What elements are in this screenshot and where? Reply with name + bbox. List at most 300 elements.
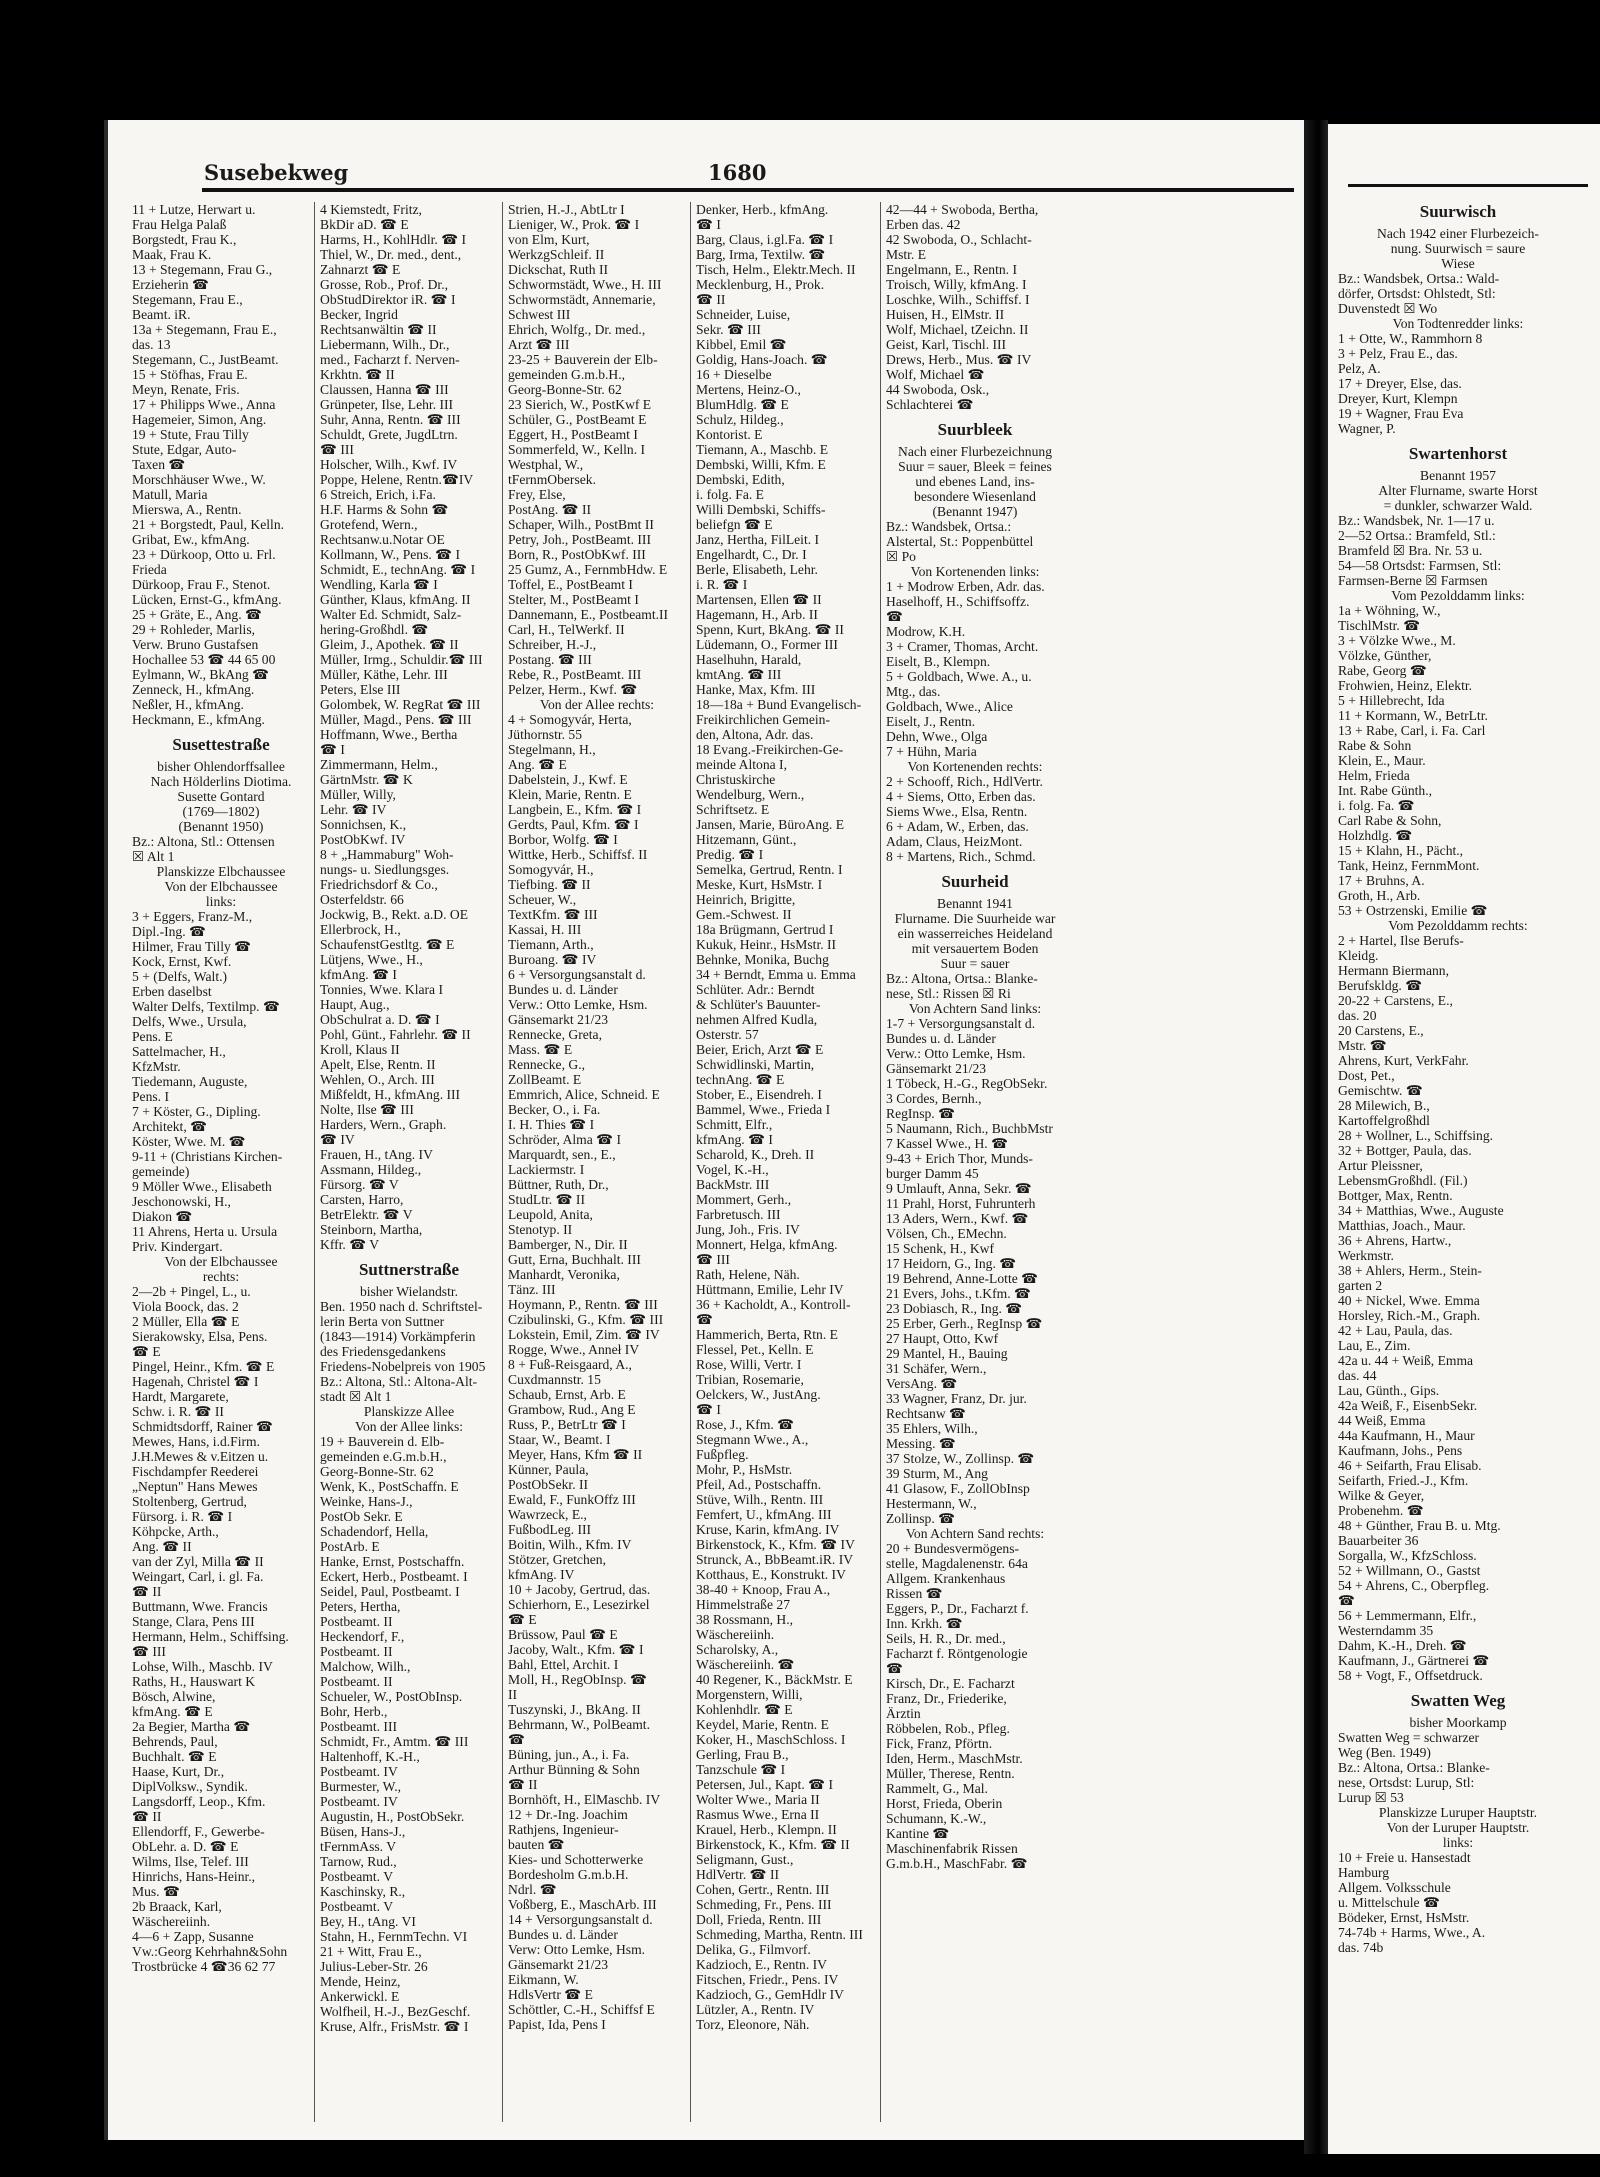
directory-entry: Oelckers, W., JustAng. [696, 1387, 821, 1402]
directory-entry: Semelka, Gertrud, Rentn. I [696, 862, 843, 877]
directory-entry: 54 + Ahrens, C., Oberpfleg. [1338, 1578, 1490, 1593]
directory-entry: Bahl, Ettel, Archit. I [508, 1657, 619, 1672]
directory-entry: 31 Schäfer, Wern., [886, 1361, 987, 1376]
section-note: (1769—1802) [182, 804, 260, 819]
directory-entry: 9-43 + Erich Thor, Munds- [886, 1151, 1033, 1166]
street-heading: Suttnerstraße [358, 1260, 460, 1279]
directory-entry: Hamburg [1338, 1865, 1390, 1880]
directory-entry: ObLehr. a. D. ☎ E [132, 1839, 239, 1854]
directory-entry: StudLtr. ☎ II [508, 1192, 585, 1207]
directory-entry: Fürsorg. ☎ V [320, 1177, 399, 1192]
directory-entry: Jockwig, B., Rekt. a.D. OE [320, 907, 469, 922]
directory-entry: 42—44 + Swoboda, Bertha, [886, 202, 1039, 217]
page-number: 1680 [708, 160, 767, 185]
column-divider [314, 202, 315, 2122]
directory-entry: Rennecke, Greta, [508, 1027, 602, 1042]
directory-entry: Bz.: Altona, Stl.: Altona-Alt- [320, 1374, 478, 1389]
directory-entry: Mierswa, A., Rentn. [132, 502, 242, 517]
directory-entry: Meyn, Renate, Fris. [132, 382, 240, 397]
directory-entry: Birkenstock, K., Kfm. ☎ II [696, 1837, 850, 1852]
directory-entry: Grambow, Rud., Ang E [508, 1402, 636, 1417]
directory-entry: Mstr. ☎ [1338, 1038, 1387, 1053]
directory-entry: Gleim, J., Apothek. ☎ II [320, 637, 459, 652]
section-note: Von Kortenenden rechts: [907, 759, 1043, 774]
section-note: Vom Pezolddamm links: [1391, 588, 1525, 603]
directory-entry: Kibbel, Emil ☎ [696, 337, 787, 352]
directory-entry: Lüdemann, O., Former III [696, 637, 838, 652]
directory-entry: Julius-Leber-Str. 26 [320, 1959, 428, 1974]
directory-entry: Rechtsanwältin ☎ II [320, 322, 437, 337]
directory-entry: Schlachterei ☎ [886, 397, 974, 412]
directory-entry: Hinrichs, Hans-Heinr., [132, 1869, 256, 1884]
section-note: Von Todtenredder links: [1392, 316, 1524, 331]
directory-entry: Rissen ☎ [886, 1586, 943, 1601]
directory-entry: Mstr. E [886, 247, 927, 262]
directory-entry: ☎ [508, 1732, 525, 1747]
directory-entry: Gem.-Schwest. II [696, 907, 792, 922]
directory-entry: Tanzschule ☎ I [696, 1762, 786, 1777]
directory-entry: 58 + Vogt, F., Offsetdruck. [1338, 1668, 1483, 1683]
directory-entry: 3 Cordes, Bernh., [886, 1091, 982, 1106]
directory-entry: Poppe, Helene, Rentn.☎IV [320, 472, 474, 487]
directory-entry: Postbeamt. V [320, 1869, 394, 1884]
directory-entry: Ehrich, Wolfg., Dr. med., [508, 322, 646, 337]
directory-entry: ☒ Po [886, 549, 916, 564]
directory-entry: Dembski, Willi, Kfm. E [696, 457, 826, 472]
directory-entry: Zimmermann, Helm., [320, 757, 438, 772]
directory-entry: Carl, H., TelWerkf. II [508, 622, 625, 637]
directory-entry: Heinrich, Brigitte, [696, 892, 796, 907]
directory-entry: Wolf, Michael ☎ [886, 367, 985, 382]
directory-page [104, 120, 1308, 2140]
directory-entry: Kohlenhdlr. ☎ E [696, 1702, 793, 1717]
directory-entry: gemeinden e.G.m.b.H., [320, 1449, 447, 1464]
directory-entry: Georg-Bonne-Str. 62 [508, 382, 622, 397]
directory-entry: 12 + Dr.-Ing. Joachim [508, 1807, 628, 1822]
section-note: Suur = sauer [940, 956, 1010, 971]
directory-entry: Jüthornstr. 55 [508, 727, 583, 742]
directory-entry: 19 + Wagner, Frau Eva [1338, 406, 1464, 421]
directory-entry: Behrends, Paul, [132, 1734, 218, 1749]
directory-entry: van der Zyl, Milla ☎ II [132, 1554, 264, 1569]
directory-entry: Heckendorf, F., [320, 1629, 405, 1644]
directory-entry: Lieniger, W., Prok. ☎ I [508, 217, 640, 232]
directory-entry: Pohl, Günt., Fahrlehr. ☎ II [320, 1027, 471, 1042]
section-note: links: [205, 894, 237, 909]
directory-entry: Bey, H., tAng. VI [320, 1914, 416, 1929]
directory-entry: Stegelmann, H., [508, 742, 596, 757]
directory-entry: Stegemann, C., JustBeamt. [132, 352, 279, 367]
directory-entry: Tank, Heinz, FernmMont. [1338, 858, 1480, 873]
directory-entry: Kroll, Klaus II [320, 1042, 400, 1057]
section-note: ein wasserreiches Heideland [897, 926, 1053, 941]
section-note: Alter Flurname, swarte Horst [1378, 483, 1538, 498]
directory-entry: Bz.: Altona, Stl.: Ottensen [132, 834, 275, 849]
directory-entry: Haupt, Aug., [320, 997, 390, 1012]
directory-entry: Ang. ☎ II [132, 1539, 192, 1554]
directory-entry: Stelter, M., PostBeamt I [508, 592, 639, 607]
directory-entry: Mtg., das. [886, 684, 941, 699]
directory-entry: 23 Dobiasch, R., Ing. ☎ [886, 1301, 1023, 1316]
directory-entry: Frauen, H., tAng. IV [320, 1147, 433, 1162]
directory-entry: Mertens, Heinz-O., [696, 382, 801, 397]
directory-entry: Rose, J., Kfm. ☎ [696, 1417, 795, 1432]
directory-entry: Farbretusch. III [696, 1207, 781, 1222]
directory-entry: Claussen, Hanna ☎ III [320, 382, 449, 397]
directory-entry: Rammelt, G., Mal. [886, 1781, 988, 1796]
directory-entry: gemeinden G.m.b.H., [508, 367, 626, 382]
directory-entry: Verw.: Otto Lemke, Hsm. [508, 997, 648, 1012]
directory-entry: Kaschinsky, R., [320, 1884, 406, 1899]
directory-entry: Lau, E., Zim. [1338, 1338, 1411, 1353]
directory-entry: Postbeamt. II [320, 1614, 393, 1629]
column-3 [508, 202, 686, 2122]
directory-entry: Delfs, Wwe., Ursula, [132, 1014, 247, 1029]
directory-entry: Lücken, Ernst-G., kfmAng. [132, 592, 282, 607]
directory-entry: Birkenstock, K., Kfm. ☎ IV [696, 1537, 855, 1552]
directory-entry: Hestermann, W., [886, 1496, 977, 1511]
directory-entry: Stoltenberg, Gertrud, [132, 1494, 247, 1509]
directory-entry: Kotthaus, E., Konstrukt. IV [696, 1567, 846, 1582]
directory-entry: beliefgn ☎ E [696, 517, 773, 532]
street-heading: Swartenhorst [1408, 444, 1508, 463]
directory-entry: PostArb. E [320, 1539, 380, 1554]
directory-entry: PostObKwf. IV [320, 832, 406, 847]
directory-entry: 23 + Dürkoop, Otto u. Frl. [132, 547, 276, 562]
directory-entry: Schmeding, Martha, Rentn. III [696, 1927, 863, 1942]
directory-entry: 41 Glasow, F., ZollObInsp [886, 1481, 1030, 1496]
street-heading: Suurbleek [937, 420, 1013, 439]
directory-entry: HdlsVertr ☎ E [508, 1987, 593, 2002]
section-note: Suur = sauer, Bleek = feines [898, 459, 1052, 474]
directory-entry: Moll, H., RegObInsp. ☎ [508, 1672, 647, 1687]
directory-entry: das. 74b [1338, 1940, 1384, 1955]
directory-entry: Wagner, P. [1338, 421, 1396, 436]
directory-entry: Seligmann, Gust., [696, 1852, 794, 1867]
directory-entry: Probenehm. ☎ [1338, 1503, 1424, 1518]
directory-entry: Seils, H. R., Dr. med., [886, 1631, 1006, 1646]
directory-entry: i. R. ☎ I [696, 577, 748, 592]
directory-entry: Hoffmann, Wwe., Bertha [320, 727, 458, 742]
section-note: (Benannt 1947) [932, 504, 1018, 519]
directory-entry: Inn. Krkh. ☎ [886, 1616, 963, 1631]
directory-entry: Meske, Kurt, HsMstr. I [696, 877, 823, 892]
directory-entry: Haselhoff, H., Schiffsoffz. [886, 594, 1030, 609]
directory-entry: Engelhardt, C., Dr. I [696, 547, 807, 562]
directory-entry: med., Facharzt f. Nerven- [320, 352, 460, 367]
directory-entry: 36 + Ahrens, Hartw., [1338, 1233, 1452, 1248]
directory-entry: Wäschereiinh. ☎ [696, 1657, 795, 1672]
directory-entry: Mewes, Hans, i.d.Firm. [132, 1434, 260, 1449]
directory-entry: Leupold, Anita, [508, 1207, 593, 1222]
directory-entry: Kollmann, W., Pens. ☎ I [320, 547, 461, 562]
directory-entry: Maak, Frau K. [132, 247, 212, 262]
section-note: (Benannt 1950) [178, 819, 264, 834]
directory-entry: Grosse, Rob., Prof. Dr., [320, 277, 449, 292]
directory-entry: Fußpfleg. [696, 1447, 749, 1462]
directory-entry: Rath, Helene, Näh. [696, 1267, 800, 1282]
directory-entry: Maschinenfabrik Rissen [886, 1841, 1018, 1856]
directory-entry: Horst, Frieda, Oberin [886, 1796, 1003, 1811]
directory-entry: das. 44 [1338, 1368, 1377, 1383]
directory-entry: Holzhdlg. ☎ [1338, 828, 1413, 843]
directory-entry: & Schlüter's Bauunter- [696, 997, 821, 1012]
directory-entry: Friedrichsdorf & Co., [320, 877, 438, 892]
directory-entry: Rose, Willi, Vertr. I [696, 1357, 802, 1372]
directory-entry: Golombek, W. RegRat ☎ III [320, 697, 481, 712]
directory-entry: 17 + Philipps Wwe., Anna [132, 397, 276, 412]
directory-entry: Hermann Biermann, [1338, 963, 1449, 978]
directory-entry: 19 Behrend, Anne-Lotte ☎ [886, 1271, 1039, 1286]
directory-entry: Scharold, K., Dreh. II [696, 1147, 815, 1162]
directory-entry: ObSchulrat a. D. ☎ I [320, 1012, 440, 1027]
directory-entry: 28 Milewich, B., [1338, 1098, 1430, 1113]
directory-entry: Büsen, Hans-J., [320, 1824, 406, 1839]
directory-entry: Tonnies, Wwe. Klara I [320, 982, 443, 997]
directory-entry: Walter Delfs, Textilmp. ☎ [132, 999, 280, 1014]
directory-entry: PostAng. ☎ II [508, 502, 592, 517]
section-note: Benannt 1957 [1420, 468, 1496, 483]
directory-entry: 33 Wagner, Franz, Dr. jur. [886, 1391, 1027, 1406]
directory-entry: Dahm, K.-H., Dreh. ☎ [1338, 1638, 1467, 1653]
directory-entry: Groth, H., Arb. [1338, 888, 1421, 903]
directory-entry: 18 Evang.-Freikirchen-Ge- [696, 742, 844, 757]
directory-entry: 25 Erber, Gerh., RegInsp ☎ [886, 1316, 1043, 1331]
directory-entry: Dabelstein, J., Kwf. E [508, 772, 628, 787]
directory-entry: Manhardt, Veronika, [508, 1267, 620, 1282]
directory-entry: LebensmGroßhdl. (Fil.) [1338, 1173, 1468, 1188]
directory-entry: Dreyer, Kurt, Klempn [1338, 391, 1458, 406]
directory-entry: Müller, Irmg., Schuldir.☎ III [320, 652, 483, 667]
directory-entry: Verw.: Otto Lemke, Hsm. [886, 1046, 1026, 1061]
column-divider [502, 202, 503, 2122]
directory-entry: 11 Prahl, Horst, Fuhrunterh [886, 1196, 1036, 1211]
directory-entry: Buroang. ☎ IV [508, 952, 597, 967]
directory-entry: Müller, Therese, Rentn. [886, 1766, 1015, 1781]
column-1 [132, 202, 310, 2122]
directory-entry: Matull, Maria [132, 487, 208, 502]
directory-entry: 54—58 Ortsdst: Farmsen, Stl: [1338, 558, 1502, 573]
directory-entry: ☎ II [132, 1809, 162, 1824]
directory-entry: Kartoffelgroßhdl [1338, 1113, 1430, 1128]
directory-entry: Müller, Käthe, Lehr. III [320, 667, 448, 682]
directory-entry: Denker, Herb., kfmAng. [696, 202, 829, 217]
column-divider [690, 202, 691, 2122]
directory-entry: Lohse, Wilh., Maschb. IV [132, 1659, 273, 1674]
directory-entry: Lütjens, Wwe., H., [320, 952, 423, 967]
directory-entry: Suhr, Anna, Rentn. ☎ III [320, 412, 461, 427]
directory-entry: Tuszynski, J., BkAng. II [508, 1702, 641, 1717]
directory-entry: 17 + Dreyer, Else, das. [1338, 376, 1462, 391]
directory-entry: 20 + Bundesvermögens- [886, 1541, 1020, 1556]
directory-entry: Lützler, A., Rentn. IV [696, 2002, 815, 2017]
directory-entry: Haltenhoff, K.-H., [320, 1749, 420, 1764]
directory-entry: 7 + Köster, G., Dipling. [132, 1104, 261, 1119]
directory-entry: Haselhuhn, Harald, [696, 652, 802, 667]
directory-entry: Adam, Claus, HeizMont. [886, 834, 1023, 849]
directory-entry: Lau, Günth., Gips. [1338, 1383, 1440, 1398]
directory-entry: Messing. ☎ [886, 1436, 956, 1451]
section-note: Von der Elbchaussee [164, 879, 278, 894]
directory-entry: Harms, H., KohlHdlr. ☎ I [320, 232, 467, 247]
directory-entry: Günther, Klaus, kfmAng. II [320, 592, 471, 607]
directory-entry: Schwidlinski, Martin, [696, 1057, 815, 1072]
directory-entry: Tribian, Rosemarie, [696, 1372, 804, 1387]
directory-entry: Gemischtw. ☎ [1338, 1083, 1423, 1098]
directory-entry: Grünpeter, Ilse, Lehr. III [320, 397, 454, 412]
directory-entry: Petry, Joh., PostBeamt. III [508, 532, 651, 547]
directory-entry: Erben daselbst [132, 984, 212, 999]
directory-entry: Bamberger, N., Dir. II [508, 1237, 628, 1252]
directory-entry: Goldig, Hans-Joach. ☎ [696, 352, 828, 367]
facing-page [1328, 124, 1600, 2154]
directory-entry: Loschke, Wilh., Schiffsf. I [886, 292, 1030, 307]
directory-entry: Schöttler, C.-H., Schiffsf E [508, 2002, 655, 2017]
directory-entry: Pingel, Heinr., Kfm. ☎ E [132, 1359, 275, 1374]
directory-entry: 14 + Versorgungsanstalt d. [508, 1912, 653, 1927]
directory-entry: Jeschonowski, H., [132, 1194, 231, 1209]
section-note: Wiese [1441, 256, 1475, 271]
directory-entry: ☎ E [508, 1612, 537, 1627]
directory-entry: tFernmObersek. [508, 472, 596, 487]
directory-entry: HdlVertr. ☎ II [696, 1867, 779, 1882]
directory-entry: Weinke, Hans-J., [320, 1494, 413, 1509]
directory-entry: 6 + Versorgungsanstalt d. [508, 967, 646, 982]
directory-entry: des Friedensgedankens [320, 1344, 446, 1359]
directory-entry: Bz.: Altona, Ortsa.: Blanke- [1338, 1760, 1490, 1775]
directory-entry: Walter Ed. Schmidt, Salz- [320, 607, 462, 622]
directory-entry: ☎ III [320, 442, 354, 457]
directory-entry: 9 Umlauft, Anna, Sekr. ☎ [886, 1181, 1032, 1196]
section-note: = dunkler, schwarzer Wald. [1383, 498, 1533, 513]
directory-entry: kfmAng. ☎ I [320, 967, 397, 982]
directory-entry: Grotefend, Wern., [320, 517, 418, 532]
running-head-street: Susebekweg [204, 160, 349, 185]
directory-entry: Gänsemarkt 21/23 [886, 1061, 987, 1076]
directory-entry: Postang. ☎ III [508, 652, 592, 667]
section-note: und ebenes Land, ins- [915, 474, 1035, 489]
directory-entry: Köhpcke, Arth., [132, 1524, 219, 1539]
directory-entry: Schmidt, E., technAng. ☎ I [320, 562, 476, 577]
directory-entry: Hochallee 53 ☎ 44 65 00 [132, 652, 276, 667]
directory-entry: 52 + Willmann, O., Gastst [1338, 1563, 1481, 1578]
directory-entry: Rasmus Wwe., Erna II [696, 1807, 820, 1822]
directory-entry: Schaub, Ernst, Arb. E [508, 1387, 626, 1402]
directory-entry: Pelzer, Herm., Kwf. ☎ [508, 682, 638, 697]
directory-entry: Klein, Marie, Rentn. E [508, 787, 632, 802]
directory-entry: Schmitt, Elfr., [696, 1117, 773, 1132]
directory-entry: Kontorist. E [696, 427, 763, 442]
directory-entry: G.m.b.H., MaschFabr. ☎ [886, 1856, 1028, 1871]
directory-entry: 53 + Ostrzenski, Emilie ☎ [1338, 903, 1488, 918]
directory-entry: 13 + Rabe, Carl, i. Fa. Carl [1338, 723, 1486, 738]
section-note: Planskizze Luruper Hauptstr. [1378, 1805, 1538, 1820]
directory-entry: 21 Evers, Johs., t.Kfm. ☎ [886, 1286, 1031, 1301]
directory-entry: Kffr. ☎ V [320, 1237, 380, 1252]
directory-entry: Stober, E., Eisendreh. I [696, 1087, 822, 1102]
directory-entry: Hermann, Helm., Schiffsing. [132, 1629, 289, 1644]
directory-entry: Krkhtn. ☎ II [320, 367, 395, 382]
directory-entry: ☎ II [696, 292, 726, 307]
directory-entry: BkDir aD. ☎ E [320, 217, 409, 232]
directory-entry: Eiselt, B., Klempn. [886, 654, 991, 669]
directory-entry: Becker, O., i. Fa. [508, 1102, 601, 1117]
directory-entry: Duvenstedt ☒ Wo [1338, 301, 1438, 316]
directory-entry: Rathjens, Ingenieur- [508, 1822, 619, 1837]
directory-entry: Lackiermstr. I [508, 1162, 585, 1177]
directory-entry: Peters, Hertha, [320, 1599, 401, 1614]
directory-entry: Georg-Bonne-Str. 62 [320, 1464, 434, 1479]
directory-entry: Schreiber, H.-J., [508, 637, 597, 652]
directory-entry: Ankerwickl. E [320, 1989, 400, 2004]
directory-entry: 74-74b + Harms, Wwe., A. [1338, 1925, 1486, 1940]
directory-entry: 44a Kaufmann, H., Maur [1338, 1428, 1475, 1443]
directory-entry: Schwormstädt, Wwe., H. III [508, 277, 662, 292]
directory-entry: Bornhöft, H., ElMaschb. IV [508, 1792, 661, 1807]
directory-entry: Stange, Clara, Pens III [132, 1614, 255, 1629]
directory-entry: 23-25 + Bauverein der Elb- [508, 352, 658, 367]
directory-entry: Born, R., PostObKwf. III [508, 547, 646, 562]
directory-entry: Viola Boock, das. 2 [132, 1299, 239, 1314]
directory-entry: Schwormstädt, Annemarie, [508, 292, 656, 307]
directory-entry: Barg, Claus, i.gl.Fa. ☎ I [696, 232, 834, 247]
directory-entry: Brüssow, Paul ☎ E [508, 1627, 618, 1642]
directory-entry: Stute, Edgar, Auto- [132, 442, 237, 457]
directory-entry: Burmester, W., [320, 1779, 402, 1794]
directory-entry: Neßler, H., kfmAng. [132, 697, 244, 712]
directory-entry: Berufskldg. ☎ [1338, 978, 1423, 993]
directory-entry: I. H. Thies ☎ I [508, 1117, 595, 1132]
directory-entry: Kruse, Karin, kfmAng. IV [696, 1522, 840, 1537]
directory-entry: Frau Helga Palaß [132, 217, 227, 232]
directory-entry: 3 + Völzke Wwe., M. [1338, 633, 1456, 648]
directory-entry: Helm, Frieda [1338, 768, 1410, 783]
directory-entry: Steinborn, Martha, [320, 1222, 423, 1237]
section-note: Vom Pezolddamm rechts: [1388, 918, 1528, 933]
directory-entry: 2b Braack, Karl, [132, 1899, 222, 1914]
directory-entry: Arzt ☎ III [508, 337, 570, 352]
directory-entry: Verw. Bruno Gustafsen [132, 637, 259, 652]
directory-entry: Mus. ☎ [132, 1884, 180, 1899]
directory-entry: ☎ III [696, 1252, 730, 1267]
section-note: Nach Hölderlins Diotima. [150, 774, 292, 789]
directory-entry: nungs- u. Siedlungsges. [320, 862, 450, 877]
directory-entry: Taxen ☎ [132, 457, 186, 472]
directory-entry: BlumHdlg. ☎ E [696, 397, 789, 412]
directory-entry: Schröder, Alma ☎ I [508, 1132, 622, 1147]
directory-entry: TischlMstr. ☎ [1338, 618, 1421, 633]
directory-entry: Jung, Joh., Fris. IV [696, 1222, 800, 1237]
directory-entry: WerkzgSchleif. II [508, 247, 605, 262]
directory-entry: 15 + Klahn, H., Pächt., [1338, 843, 1464, 858]
directory-entry: Hagemeier, Simon, Ang. [132, 412, 267, 427]
directory-entry: Schaper, Wilh., PostBmt II [508, 517, 654, 532]
directory-entry: 23 Sierich, W., PostKwf E [508, 397, 652, 412]
directory-entry: 28 + Wollner, L., Schiffsing. [1338, 1128, 1494, 1143]
directory-entry: den, Altona, Adr. das. [696, 727, 814, 742]
directory-entry: Frohwien, Heinz, Elektr. [1338, 678, 1473, 693]
directory-entry: Toffel, E., PostBeamt I [508, 577, 633, 592]
section-note: mit versauertem Boden [911, 941, 1039, 956]
directory-entry: Engelmann, E., Rentn. I [886, 262, 1017, 277]
directory-entry: 29 + Rohleder, Marlis, [132, 622, 256, 637]
directory-entry: Somogyvár, H., [508, 862, 594, 877]
directory-entry: Keydel, Marie, Rentn. E [696, 1717, 829, 1732]
facing-page-column [1338, 194, 1578, 1955]
directory-entry: 38 + Ahlers, Herm., Stein- [1338, 1263, 1482, 1278]
directory-entry: VersAng. ☎ [886, 1376, 958, 1391]
directory-entry: Beamt. iR. [132, 307, 191, 322]
